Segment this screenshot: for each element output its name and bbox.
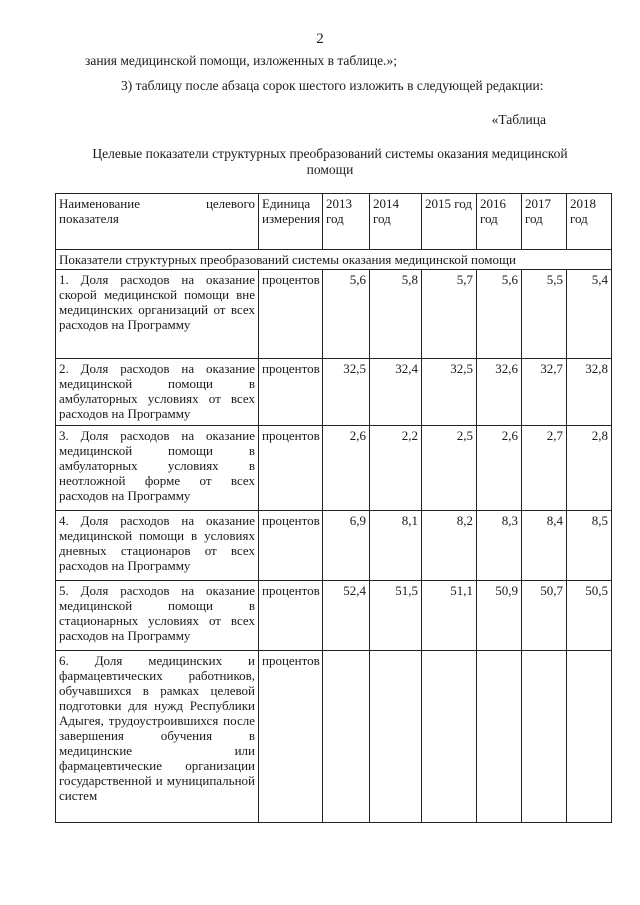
value-cell: 51,1: [422, 581, 477, 651]
value-cell: 8,5: [567, 511, 612, 581]
header-name: Наименование целевого показателя: [56, 194, 259, 250]
value-cell: 2,2: [370, 426, 422, 511]
header-year: 2018 год: [567, 194, 612, 250]
value-cell: [567, 651, 612, 823]
indicator-name: 3. Доля расходов на оказание медицинской помощи в амбулаторных условиях в неотложной форме от всех расходов на Программу: [56, 426, 259, 511]
table-label: «Таблица: [491, 112, 546, 127]
value-cell: 8,1: [370, 511, 422, 581]
indicator-name: 5. Доля расходов на оказание медицинской помощи в стационарных условиях от всех расходов на Программу: [56, 581, 259, 651]
value-cell: 5,7: [422, 270, 477, 359]
table-row: [56, 511, 612, 581]
value-cell: 32,5: [323, 359, 370, 426]
value-cell: 50,7: [522, 581, 567, 651]
value-cell: 32,6: [477, 359, 522, 426]
value-cell: [370, 651, 422, 823]
value-cell: 5,8: [370, 270, 422, 359]
indicator-unit: процентов: [259, 651, 323, 823]
value-cell: 5,6: [477, 270, 522, 359]
value-cell: 2,6: [323, 426, 370, 511]
indicator-unit: процентов: [259, 270, 323, 359]
value-cell: 2,5: [422, 426, 477, 511]
header-year: 2017 год: [522, 194, 567, 250]
indicator-name: 6. Доля медицинских и фармацевтических работников, обучавшихся в рамках целевой подготовки для нужд Республики Адыгея, трудоустроившихся после завершения обучения в медицинские или фармацевтические организации государственной и муниципальной систем: [56, 651, 259, 823]
value-cell: 32,4: [370, 359, 422, 426]
value-cell: 51,5: [370, 581, 422, 651]
value-cell: 6,9: [323, 511, 370, 581]
table-row: [56, 270, 612, 359]
value-cell: [522, 651, 567, 823]
header-row: [56, 194, 612, 250]
section-row: [56, 250, 612, 270]
value-cell: 2,6: [477, 426, 522, 511]
value-cell: [323, 651, 370, 823]
value-cell: 8,3: [477, 511, 522, 581]
indicator-name: 4. Доля расходов на оказание медицинской помощи в условиях дневных стационаров от всех расходов на Программу: [56, 511, 259, 581]
table-row: [56, 651, 612, 823]
value-cell: 50,5: [567, 581, 612, 651]
header-year: 2013 год: [323, 194, 370, 250]
table-row: [56, 581, 612, 651]
table-row: [56, 359, 612, 426]
header-year: 2014 год: [370, 194, 422, 250]
table-row: [56, 426, 612, 511]
header-year: 2015 год: [422, 194, 477, 250]
indicator-unit: процентов: [259, 581, 323, 651]
value-cell: [422, 651, 477, 823]
value-cell: 52,4: [323, 581, 370, 651]
value-cell: 5,4: [567, 270, 612, 359]
value-cell: 8,2: [422, 511, 477, 581]
indicator-name: 2. Доля расходов на оказание медицинской помощи в амбулаторных условиях от всех расходов на Программу: [56, 359, 259, 426]
indicator-unit: процентов: [259, 426, 323, 511]
intro-line-2: 3) таблицу после абзаца сорок шестого изложить в следующей редакции:: [121, 78, 544, 93]
value-cell: 2,7: [522, 426, 567, 511]
indicator-unit: процентов: [259, 511, 323, 581]
table-caption: Целевые показатели структурных преобразований системы оказания медицинской помощи: [92, 146, 568, 177]
indicator-unit: процентов: [259, 359, 323, 426]
value-cell: 8,4: [522, 511, 567, 581]
value-cell: 32,5: [422, 359, 477, 426]
intro-line-1: зания медицинской помощи, изложенных в таблице.»;: [85, 53, 397, 68]
value-cell: 32,7: [522, 359, 567, 426]
indicators-table: [55, 193, 612, 823]
value-cell: 5,6: [323, 270, 370, 359]
indicator-name: 1. Доля расходов на оказание скорой медицинской помощи вне медицинских организаций от всех расходов на Программу: [56, 270, 259, 359]
page-number: 2: [316, 31, 324, 47]
value-cell: 50,9: [477, 581, 522, 651]
value-cell: 32,8: [567, 359, 612, 426]
value-cell: 5,5: [522, 270, 567, 359]
value-cell: [477, 651, 522, 823]
section-title: Показатели структурных преобразований системы оказания медицинской помощи: [56, 250, 612, 270]
header-unit: Единица измерения: [259, 194, 323, 250]
value-cell: 2,8: [567, 426, 612, 511]
header-year: 2016 год: [477, 194, 522, 250]
